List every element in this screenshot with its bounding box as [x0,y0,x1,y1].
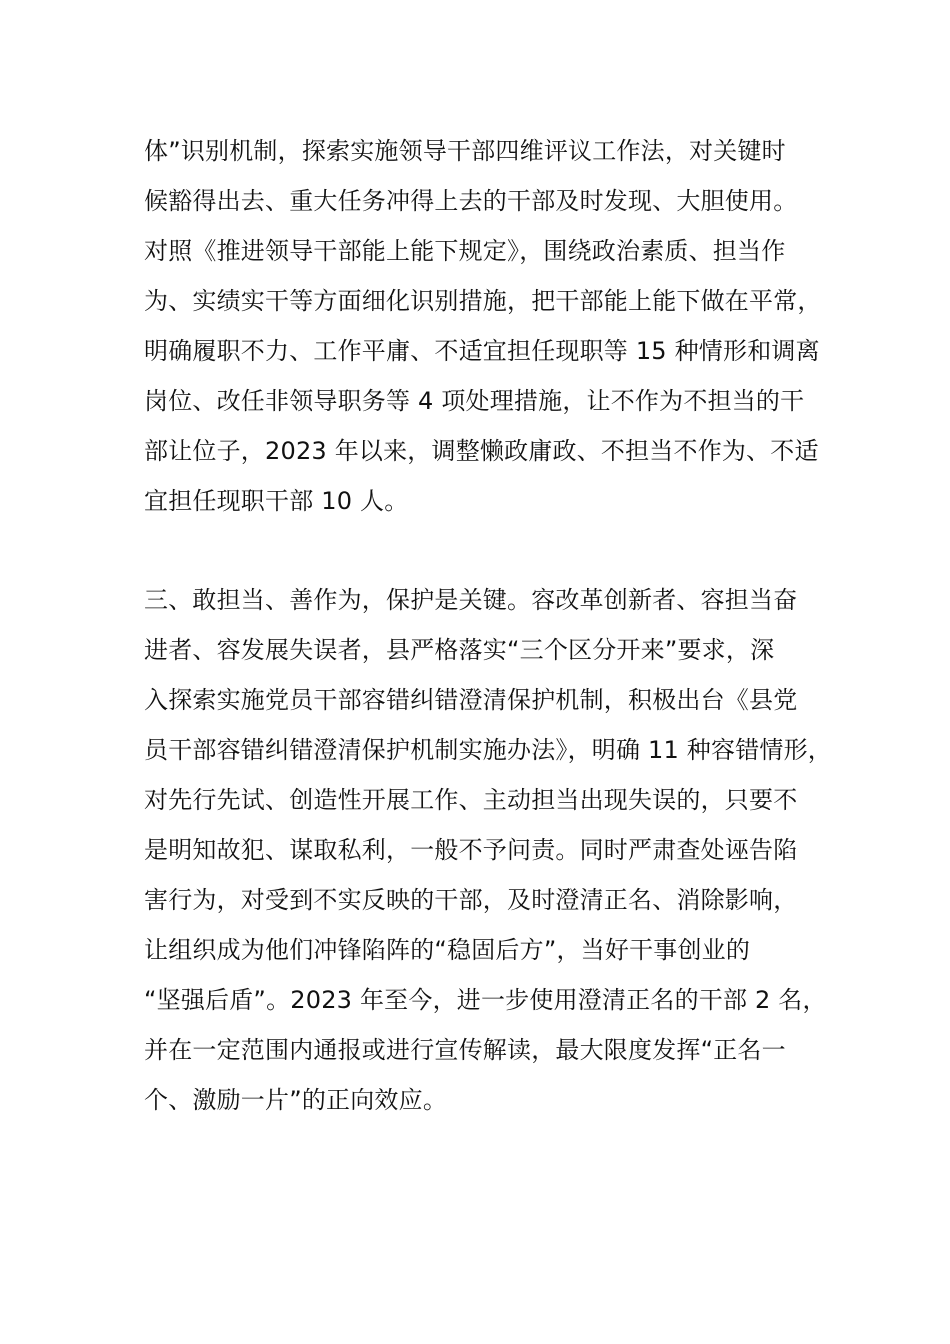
paragraph-line: 入探索实施党员干部容错纠错澄清保护机制，积极出台《县党 [144,686,798,714]
paragraph-line: 进者、容发展失误者，县严格落实“三个区分开来”要求，深 [144,636,775,664]
paragraph-line: 为、实绩实干等方面细化识别措施，把干部能上能下做在平常， [144,287,822,315]
paragraph-line: 三、敢担当、善作为，保护是关键。容改革创新者、容担当奋 [144,586,798,614]
paragraph-line: 宜担任现职干部 10 人。 [144,487,409,515]
paragraph-line: 对先行先试、创造性开展工作、主动担当出现失误的，只要不 [144,786,798,814]
paragraph-line: “坚强后盾”。2023 年至今，进一步使用澄清正名的干部 2 名， [144,986,827,1014]
paragraph-line: 部让位子，2023 年以来，调整懒政庸政、不担当不作为、不适 [144,437,819,465]
paragraph-line: 个、激励一片”的正向效应。 [144,1086,448,1114]
paragraph-line: 岗位、改任非领导职务等 4 项处理措施，让不作为不担当的干 [144,387,805,415]
paragraph-line: 并在一定范围内通报或进行宣传解读，最大限度发挥“正名一 [144,1036,786,1064]
paragraph-line: 明确履职不力、工作平庸、不适宜担任现职等 15 种情形和调离 [144,337,820,365]
paragraph-line: 候豁得出去、重大任务冲得上去的干部及时发现、大胆使用。 [144,187,798,215]
paragraph-line: 对照《推进领导干部能上能下规定》，围绕政治素质、担当作 [144,237,786,265]
paragraph-line: 是明知故犯、谋取私利，一般不予问责。同时严肃查处诬告陷 [144,836,798,864]
paragraph-line: 体”识别机制，探索实施领导干部四维评议工作法，对关键时 [144,137,786,165]
paragraph-line: 让组织成为他们冲锋陷阵的“稳固后方”，当好干事创业的 [144,936,751,964]
paragraph-line: 害行为，对受到不实反映的干部，及时澄清正名、消除影响， [144,886,798,914]
paragraph-line: 员干部容错纠错澄清保护机制实施办法》，明确 11 种容错情形， [144,736,832,764]
